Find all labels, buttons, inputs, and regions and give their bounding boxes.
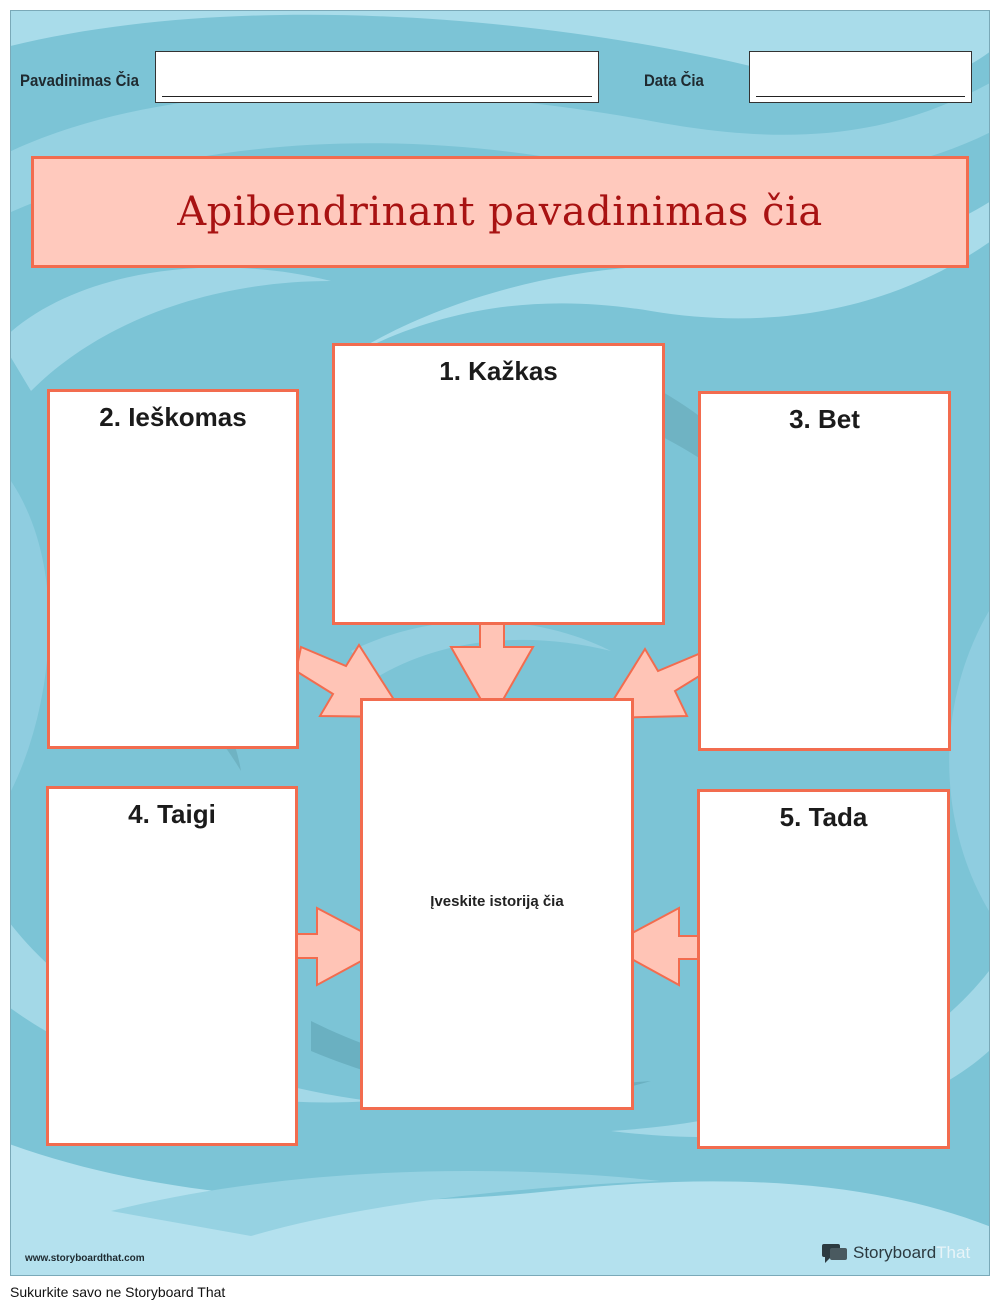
card-but[interactable] xyxy=(698,391,951,751)
card-somebody-title: 1. Kažkas xyxy=(439,356,558,386)
page-title: Apibendrinant pavadinimas čia xyxy=(177,189,823,235)
card-then-title: 5. Tada xyxy=(779,802,868,832)
logo-text xyxy=(853,1243,970,1263)
card-so-title: 4. Taigi xyxy=(128,799,216,829)
card-somebody[interactable] xyxy=(332,343,665,625)
card-center[interactable] xyxy=(360,698,634,1110)
center-story-text: Įveskite istoriją čia xyxy=(430,893,564,910)
card-wanted[interactable] xyxy=(47,389,299,749)
worksheet xyxy=(10,10,990,1276)
card-so[interactable] xyxy=(46,786,298,1146)
logo-text-light: That xyxy=(936,1243,971,1262)
site-url[interactable]: www.storyboardthat.com xyxy=(25,1253,145,1264)
storyboardthat-logo[interactable] xyxy=(821,1242,970,1264)
card-then[interactable] xyxy=(697,789,950,1149)
title-banner[interactable] xyxy=(31,156,969,268)
speech-bubble-icon xyxy=(821,1242,849,1264)
name-label: Pavadinimas Čia xyxy=(20,71,139,90)
card-wanted-title: 2. Ieškomas xyxy=(99,402,247,432)
date-field-underline xyxy=(756,96,965,97)
date-label: Data Čia xyxy=(644,71,704,90)
name-field-underline xyxy=(162,96,592,97)
card-but-title: 3. Bet xyxy=(789,404,860,434)
footer-caption[interactable]: Sukurkite savo ne Storyboard That xyxy=(10,1284,226,1300)
date-field[interactable] xyxy=(749,51,972,103)
name-field[interactable] xyxy=(155,51,599,103)
logo-text-dark: Storyboard xyxy=(853,1243,937,1262)
